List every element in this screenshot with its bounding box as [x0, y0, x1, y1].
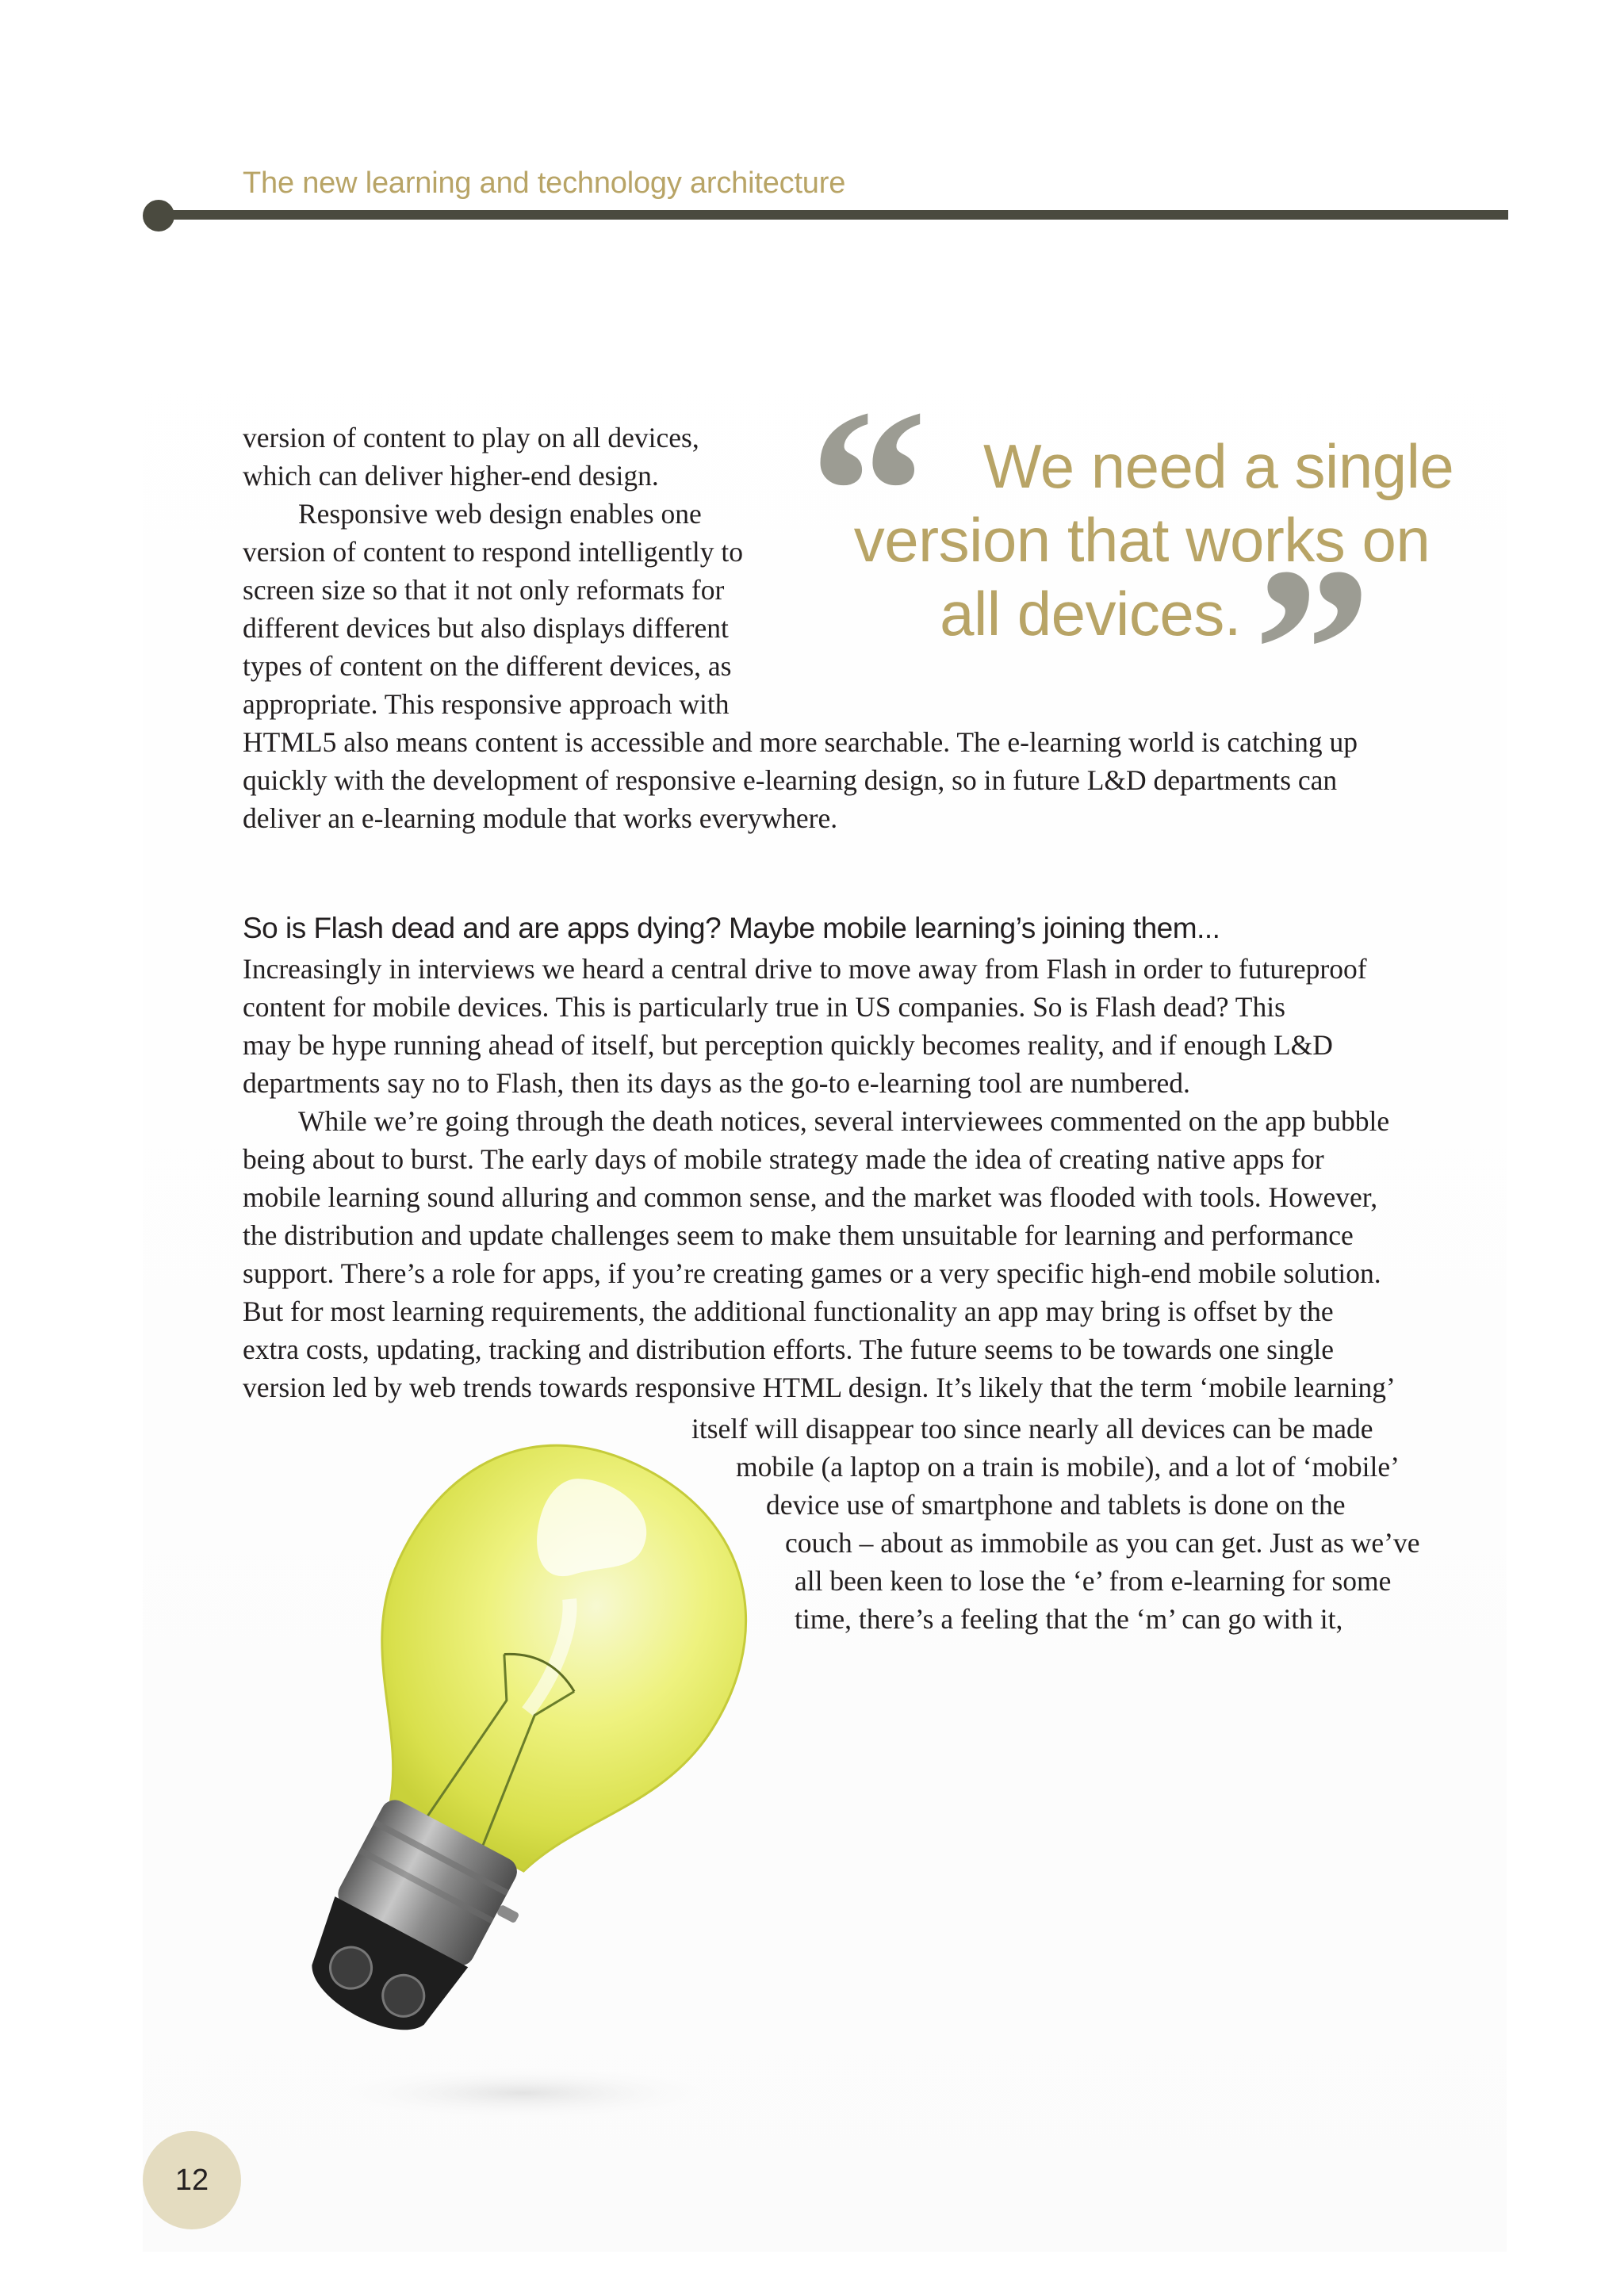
- text-line: device use of smartphone and tablets is done on the: [766, 1489, 1346, 1521]
- text-line: version of content to respond intelligently to: [243, 536, 743, 568]
- text-line: all been keen to lose the ‘e’ from e-learning for some: [795, 1565, 1392, 1597]
- pull-quote-line: version that works on: [853, 505, 1431, 575]
- text-line: Increasingly in interviews we heard a central drive to move away from Flash in order to futureproof: [243, 953, 1367, 985]
- text-line: HTML5 also means content is accessible and more searchable. The e-learning world is catching up: [243, 726, 1358, 758]
- text-line: mobile (a laptop on a train is mobile), and a lot of ‘mobile’: [736, 1451, 1400, 1483]
- section-body-text: [243, 950, 1396, 1406]
- text-line: deliver an e-learning module that works everywhere.: [243, 802, 838, 834]
- text-line: While we’re going through the death notices, several interviewees commented on the app bubble: [298, 1105, 1390, 1137]
- bulb-shadow: [317, 2064, 730, 2122]
- pull-quote-line: We need a single: [983, 431, 1454, 501]
- text-line: version led by web trends towards responsive HTML design. It’s likely that the term ‘mobile learning’: [243, 1372, 1396, 1403]
- light-bulb-icon: [285, 1411, 793, 2125]
- text-line: Responsive web design enables one: [298, 498, 702, 530]
- text-line: support. There’s a role for apps, if you’re creating games or a very specific high-end mobile solution.: [243, 1257, 1381, 1289]
- section-heading: So is Flash dead and are apps dying? Maybe mobile learning’s joining them...: [243, 912, 1220, 944]
- open-quote-icon: “: [809, 360, 928, 623]
- text-line: version of content to play on all devices,: [243, 422, 699, 453]
- close-quote-icon: ”: [1253, 519, 1372, 782]
- text-line: couch – about as immobile as you can get. Just as we’ve: [785, 1527, 1420, 1559]
- pull-quote-line: all devices.: [940, 579, 1241, 649]
- text-line: itself will disappear too since nearly all devices can be made: [691, 1413, 1373, 1445]
- text-line: screen size so that it not only reformats for: [243, 574, 725, 606]
- text-line: the distribution and update challenges seem to make them unsuitable for learning and performance: [243, 1219, 1354, 1251]
- text-line: But for most learning requirements, the additional functionality an app may bring is offset by the: [243, 1295, 1334, 1327]
- text-line: quickly with the development of responsive e-learning design, so in future L&D departments can: [243, 764, 1338, 796]
- text-line: extra costs, updating, tracking and distribution efforts. The future seems to be towards one single: [243, 1334, 1334, 1365]
- page-number: 12: [143, 2131, 241, 2229]
- text-line: different devices but also displays different: [243, 612, 729, 644]
- text-line: may be hype running ahead of itself, but perception quickly becomes reality, and if enough L&D: [243, 1029, 1333, 1061]
- text-line: appropriate. This responsive approach with: [243, 688, 730, 720]
- header-rule: [159, 210, 1508, 220]
- text-line: departments say no to Flash, then its days as the go-to e-learning tool are numbered.: [243, 1067, 1190, 1099]
- text-line: being about to burst. The early days of mobile strategy made the idea of creating native apps for: [243, 1143, 1324, 1175]
- text-line: types of content on the different devices, as: [243, 650, 732, 682]
- running-header: The new learning and technology architecture: [243, 166, 846, 200]
- text-line: which can deliver higher-end design.: [243, 460, 659, 492]
- text-line: time, there’s a feeling that the ‘m’ can go with it,: [795, 1603, 1343, 1635]
- text-line: mobile learning sound alluring and common sense, and the market was flooded with tools. However,: [243, 1181, 1378, 1213]
- text-line: content for mobile devices. This is particularly true in US companies. So is Flash dead? This: [243, 991, 1285, 1023]
- pull-quote-text: [793, 430, 1491, 651]
